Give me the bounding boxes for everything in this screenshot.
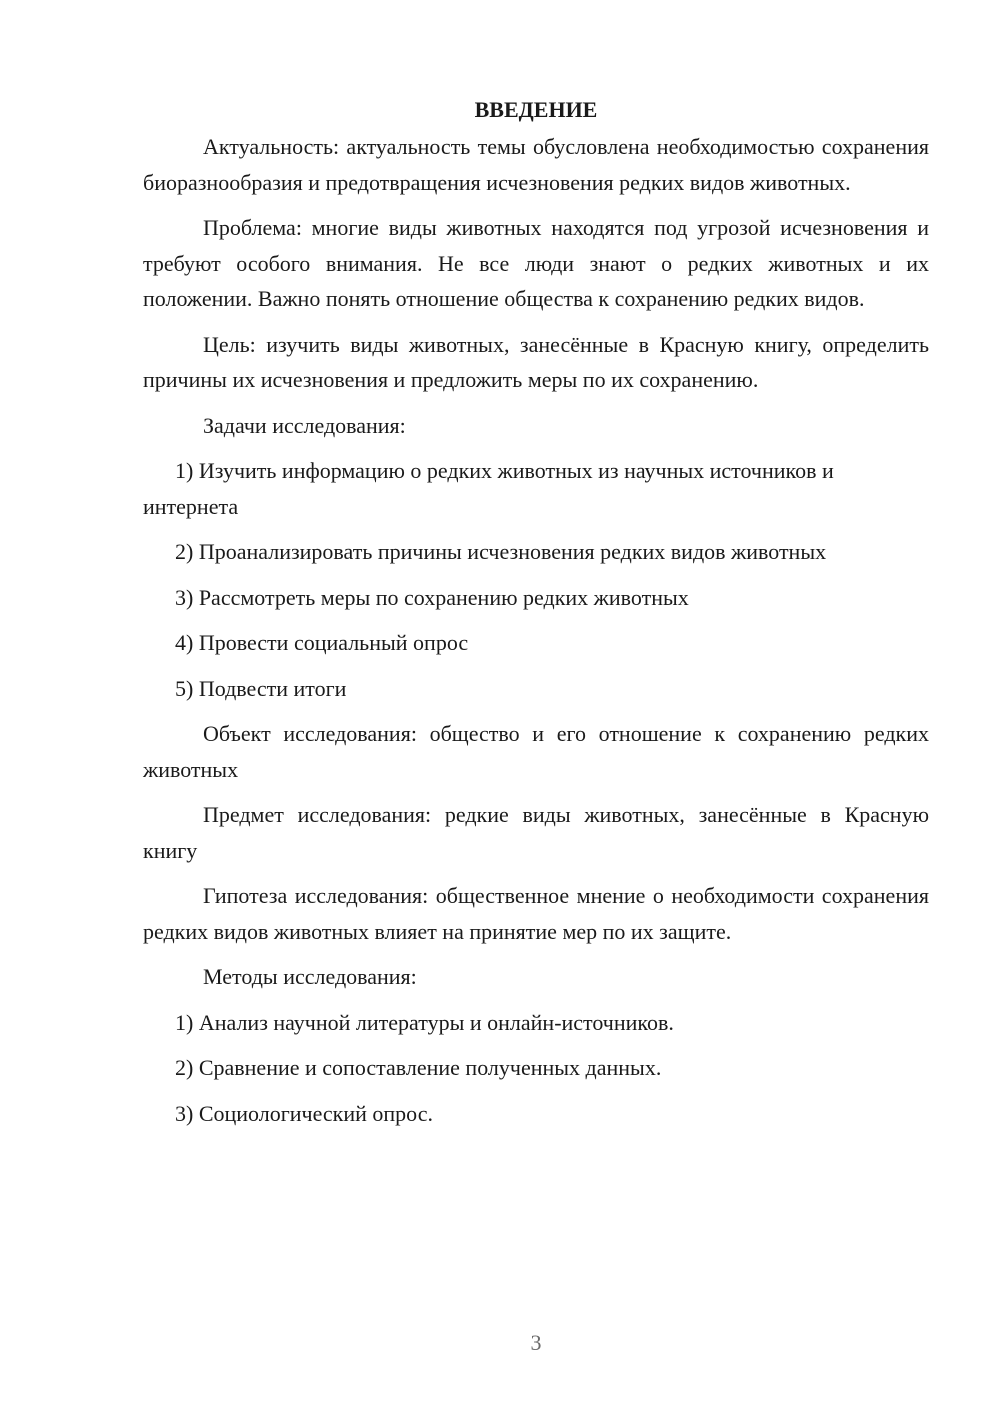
page-number: 3 — [530, 1330, 542, 1355]
methods-heading: Методы исследования: — [203, 964, 417, 989]
method-item: 3) Социологический опрос. — [175, 1100, 433, 1126]
page-content — [143, 92, 929, 1141]
section-title: ВВЕДЕНИЕ — [474, 97, 598, 122]
object-paragraph: Объект исследования: общество и его отношение к сохранению редких животных — [143, 721, 929, 782]
problem-paragraph: Проблема: многие виды животных находятся под угрозой исчезновения и требуют особого внимания. Не все люди знают о редких животных и их положении. Важно понять отношение общества к сохранению редких видов. — [143, 215, 929, 311]
task-item: 4) Провести социальный опрос — [175, 630, 469, 655]
task-item: 3) Рассмотреть меры по сохранению редких животных — [175, 584, 689, 610]
subject-paragraph: Предмет исследования: редкие виды животных, занесённые в Красную книгу — [143, 802, 929, 863]
method-item: 1) Анализ научной литературы и онлайн-источников. — [175, 1009, 674, 1035]
method-item: 2) Сравнение и сопоставление полученных данных. — [175, 1055, 662, 1080]
task-item: 2) Проанализировать причины исчезновения редких видов животных — [175, 539, 827, 564]
task-item: 5) Подвести итоги — [175, 675, 347, 701]
hypothesis-paragraph: Гипотеза исследования: общественное мнение о необходимости сохранения редких видов животных влияет на принятие мер по их защите. — [143, 883, 929, 944]
relevance-paragraph: Актуальность: актуальность темы обусловлена необходимостью сохранения биоразнообразия и предотвращения исчезновения редких видов животных. — [143, 134, 929, 195]
tasks-heading: Задачи исследования: — [203, 412, 406, 438]
task-item: 1) Изучить информацию о редких животных из научных источников и интернета — [143, 458, 834, 519]
goal-paragraph: Цель: изучить виды животных, занесённые в Красную книгу, определить причины их исчезновения и предложить меры по их сохранению. — [143, 331, 929, 392]
